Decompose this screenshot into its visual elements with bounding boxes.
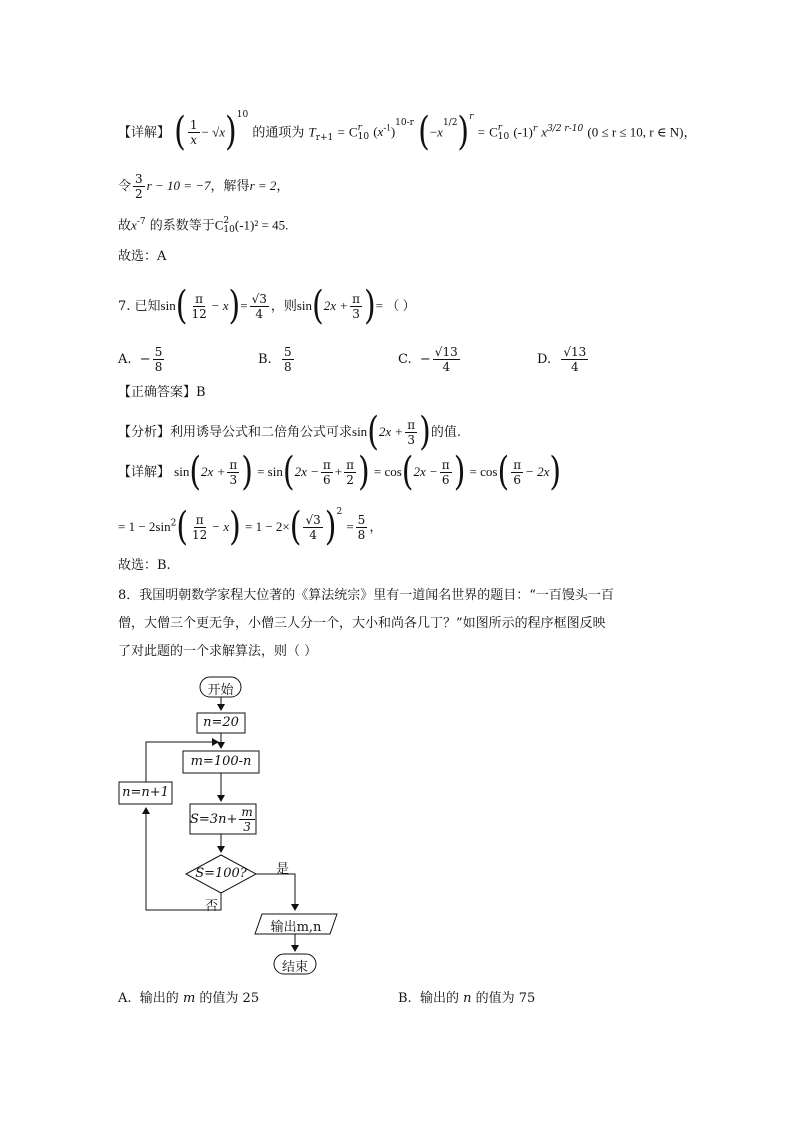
q7-detail-line2: = $1 - 2\sin^2$( $\frac{\pi}{12}$ − x) = 1 − 2×( $\frac{√3}{4}$ )$^2$ = $\frac{5}{8}$ ， [118,504,383,550]
flow-increment-label: n=n+1 [122,785,169,800]
flow-s-assign-label: S=3n+ $\frac{m}{3}$ [190,805,253,834]
flow-end-label: 结束 [281,960,308,975]
q8-option-b[interactable]: B. 输出的 n 的值为 75 [398,991,536,1006]
q6-answer: 故选：A [118,249,167,264]
q6-detail-line3: 故$x^{-7}$ 的系数等于C 2 10 (-1)² = 45. [118,215,289,235]
flow-start-label: 开始 [207,683,234,698]
flow-m-assign-label: m=100-n [190,754,252,769]
flow-yes-label: 是 [276,862,290,877]
flow-no-label: 否 [205,899,219,914]
tongxiang-text: 的通项为 [252,125,305,141]
q6-detail-line1: 【详解】 ( $\frac{1}{x}$ − √x)$^{10}$ 的通项为 $T_{r+1} = C$ r 10 $(x^{-1})^{10-r}$ $(-x^{1/2})^r = C$ r 10 $(-1)^r$ $x^{3/2 r-10}$ (0 ≤ r ≤ 10, r ∈ N)， [118,109,697,155]
q7-answer: 故选：B. [118,558,171,573]
q7-option-d[interactable]: D. $\frac{√13}{4}$ [537,345,587,374]
q8-stem-line2: 僧，大僧三个更无争，小僧三人分一个，大小和尚各几丁？”如图所示的程序框图反映 [118,616,606,631]
q7-detail-line1: 【详解】 sin(2x + $\frac{\pi}{3}$ ) = sin(2x − $\frac{\pi}{6}$ + $\frac{\pi}{2}$ ) = cos(2x − $\frac{\pi}{6}$ ) = cos( $\frac{\pi}{6}$ − 2x) [118,449,562,495]
flow-decision-label: S=100? [195,866,247,881]
q7-option-b[interactable]: B. $\frac{5}{8}$ [258,345,292,374]
q8-stem-line3: 了对此题的一个求解算法，则（ ） [118,644,318,659]
q7-correct-answer: 【正确答案】B [118,385,206,400]
q7-option-c[interactable]: C. − $\frac{√13}{4}$ [398,345,458,374]
q8-option-a[interactable]: A. 输出的 m 的值为 25 [118,991,260,1006]
q7-stem: 7. 已知sin( $\frac{\pi}{12}$ − x)= $\frac{√3}{4}$ ，则sin(2x + $\frac{\pi}{3}$ )= （ ） [118,283,416,329]
q8-stem-line1: 8．我国明朝数学家程大位著的《算法统宗》里有一道闻名世界的题目：“一百馒头一百 [118,588,614,603]
detail-tag: 【详解】 [118,125,171,141]
q6-detail-line2: 令 $\frac{3}{2}$ r − 10 = −7，解得r = 2， [118,172,290,201]
flow-init-label: n=20 [203,715,239,730]
flow-output-label: 输出m,n [270,920,322,935]
q7-analysis: 【分析】利用诱导公式和二倍角公式可求sin(2x + $\frac{\pi}{3}$ )的值. [118,409,461,455]
q7-option-a[interactable]: A. − $\frac{5}{8}$ [118,345,163,374]
